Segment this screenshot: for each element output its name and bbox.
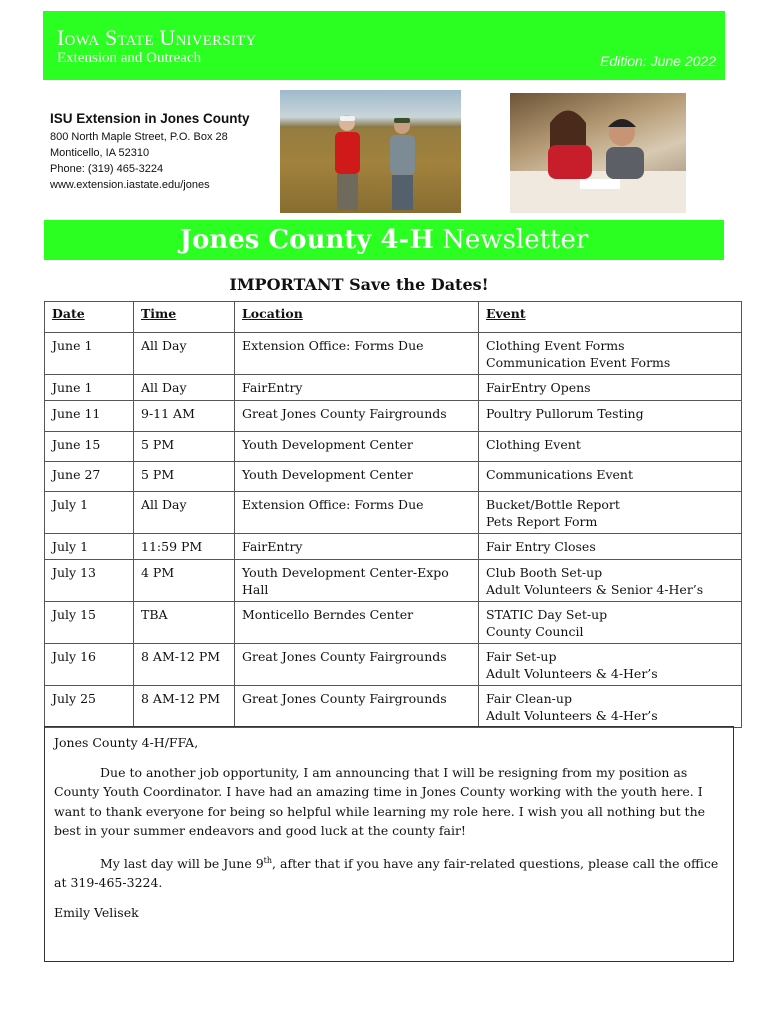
cell-event bbox=[479, 686, 742, 728]
event-line: FairEntry Opens bbox=[486, 380, 591, 395]
brand-subtitle: Extension and Outreach bbox=[57, 50, 202, 66]
field-photo bbox=[280, 90, 461, 213]
cell-date: July 16 bbox=[45, 644, 134, 686]
newsletter-title-rest: Newsletter bbox=[433, 225, 589, 255]
table-row bbox=[45, 644, 742, 686]
cell-time: All Day bbox=[134, 492, 235, 534]
cell-location: Great Jones County Fairgrounds bbox=[235, 644, 479, 686]
letter-paragraph-2-end: , after that if you have any fair-related questions, please call the office at 319-465-3224. bbox=[54, 855, 719, 891]
cell-date: June 1 bbox=[45, 375, 134, 401]
table-row bbox=[45, 375, 742, 401]
table-row bbox=[45, 333, 742, 375]
cell-location: Extension Office: Forms Due bbox=[235, 333, 479, 375]
header-location: Location bbox=[235, 302, 479, 333]
table-header-row bbox=[45, 302, 742, 333]
cell-event bbox=[479, 534, 742, 560]
cell-time: 5 PM bbox=[134, 462, 235, 492]
event-rows bbox=[45, 333, 742, 728]
cell-time: 4 PM bbox=[134, 560, 235, 602]
cell-event bbox=[479, 333, 742, 375]
cell-time: 8 AM-12 PM bbox=[134, 644, 235, 686]
cell-location: Youth Development Center bbox=[235, 462, 479, 492]
cell-event bbox=[479, 462, 742, 492]
office-website: www.extension.iastate.edu/jones bbox=[50, 179, 210, 191]
cell-date: July 1 bbox=[45, 492, 134, 534]
office-phone: Phone: (319) 465-3224 bbox=[50, 163, 164, 175]
event-line: Bucket/Bottle Report bbox=[486, 497, 620, 512]
cell-time: All Day bbox=[134, 375, 235, 401]
letter-paragraph-2-sup: th bbox=[263, 855, 273, 865]
letter-box bbox=[44, 726, 734, 962]
cell-event bbox=[479, 432, 742, 462]
cell-location: FairEntry bbox=[235, 375, 479, 401]
save-dates-heading: IMPORTANT Save the Dates! bbox=[229, 275, 489, 294]
event-line: Adult Volunteers & 4-Her’s bbox=[486, 666, 658, 681]
event-line: Communication Event Forms bbox=[486, 355, 671, 370]
event-line: Pets Report Form bbox=[486, 514, 598, 529]
newsletter-title-bold: Jones County 4-H bbox=[179, 225, 434, 255]
events-table bbox=[44, 301, 742, 728]
cell-location: Monticello Berndes Center bbox=[235, 602, 479, 644]
header-time: Time bbox=[134, 302, 235, 333]
edition-label: Edition: June 2022 bbox=[600, 53, 716, 69]
table-row bbox=[45, 602, 742, 644]
cell-date: June 11 bbox=[45, 401, 134, 432]
cell-event bbox=[479, 401, 742, 432]
event-line: STATIC Day Set-up bbox=[486, 607, 608, 622]
cell-time: 11:59 PM bbox=[134, 534, 235, 560]
cell-location: Extension Office: Forms Due bbox=[235, 492, 479, 534]
letter-salutation: Jones County 4-H/FFA, bbox=[54, 735, 199, 750]
cell-time: 5 PM bbox=[134, 432, 235, 462]
cell-date: June 15 bbox=[45, 432, 134, 462]
cell-event bbox=[479, 644, 742, 686]
office-name: ISU Extension in Jones County bbox=[50, 111, 250, 126]
cell-location: Great Jones County Fairgrounds bbox=[235, 401, 479, 432]
letter-signature: Emily Velisek bbox=[54, 904, 139, 920]
cell-event bbox=[479, 602, 742, 644]
event-line: Fair Set-up bbox=[486, 649, 557, 664]
letter-paragraph-1: Due to another job opportunity, I am announcing that I will be resigning from my position as County Youth Coordinator. I have had an amazing time in Jones County working with the youth here. I want to thank everyone for being so helpful while learning my role here. I wish you all nothing but the best in your summer endeavors and good luck at the county fair! bbox=[54, 764, 706, 838]
table-row bbox=[45, 432, 742, 462]
header-banner bbox=[43, 11, 725, 80]
header-date: Date bbox=[45, 302, 134, 333]
cell-location: Youth Development Center bbox=[235, 432, 479, 462]
event-line: Clothing Event bbox=[486, 437, 581, 452]
event-line: Club Booth Set-up bbox=[486, 565, 603, 580]
event-line: Fair Clean-up bbox=[486, 691, 572, 706]
table-row bbox=[45, 534, 742, 560]
newsletter-title bbox=[44, 220, 724, 260]
cell-event bbox=[479, 375, 742, 401]
brand-name: Iowa State University bbox=[57, 25, 257, 50]
cell-time: All Day bbox=[134, 333, 235, 375]
letter-paragraph-2 bbox=[54, 851, 725, 893]
event-line: Adult Volunteers & 4-Her’s bbox=[486, 708, 658, 723]
cell-date: July 1 bbox=[45, 534, 134, 560]
cell-event bbox=[479, 560, 742, 602]
cell-date: July 25 bbox=[45, 686, 134, 728]
header-event: Event bbox=[479, 302, 742, 333]
event-line: Clothing Event Forms bbox=[486, 338, 625, 353]
cell-date: July 15 bbox=[45, 602, 134, 644]
event-line: Adult Volunteers & Senior 4-Her’s bbox=[486, 582, 704, 597]
cell-location: Youth Development Center-Expo Hall bbox=[235, 560, 479, 602]
cell-date: June 1 bbox=[45, 333, 134, 375]
cell-time: TBA bbox=[134, 602, 235, 644]
office-street: 800 North Maple Street, P.O. Box 28 bbox=[50, 131, 228, 143]
event-line: Communications Event bbox=[486, 467, 633, 482]
event-line: Fair Entry Closes bbox=[486, 539, 596, 554]
table-row bbox=[45, 492, 742, 534]
cell-time: 8 AM-12 PM bbox=[134, 686, 235, 728]
cell-time: 9-11 AM bbox=[134, 401, 235, 432]
office-city: Monticello, IA 52310 bbox=[50, 147, 150, 159]
cell-location: FairEntry bbox=[235, 534, 479, 560]
cell-location: Great Jones County Fairgrounds bbox=[235, 686, 479, 728]
cell-date: June 27 bbox=[45, 462, 134, 492]
event-line: County Council bbox=[486, 624, 584, 639]
cell-event bbox=[479, 492, 742, 534]
event-line: Poultry Pullorum Testing bbox=[486, 406, 644, 421]
cell-date: July 13 bbox=[45, 560, 134, 602]
table-row bbox=[45, 686, 742, 728]
office-address bbox=[50, 110, 250, 193]
letter-paragraph-2-start: My last day will be June 9 bbox=[100, 855, 264, 871]
table-row bbox=[45, 462, 742, 492]
table-row bbox=[45, 401, 742, 432]
classroom-photo bbox=[510, 93, 686, 213]
table-row bbox=[45, 560, 742, 602]
